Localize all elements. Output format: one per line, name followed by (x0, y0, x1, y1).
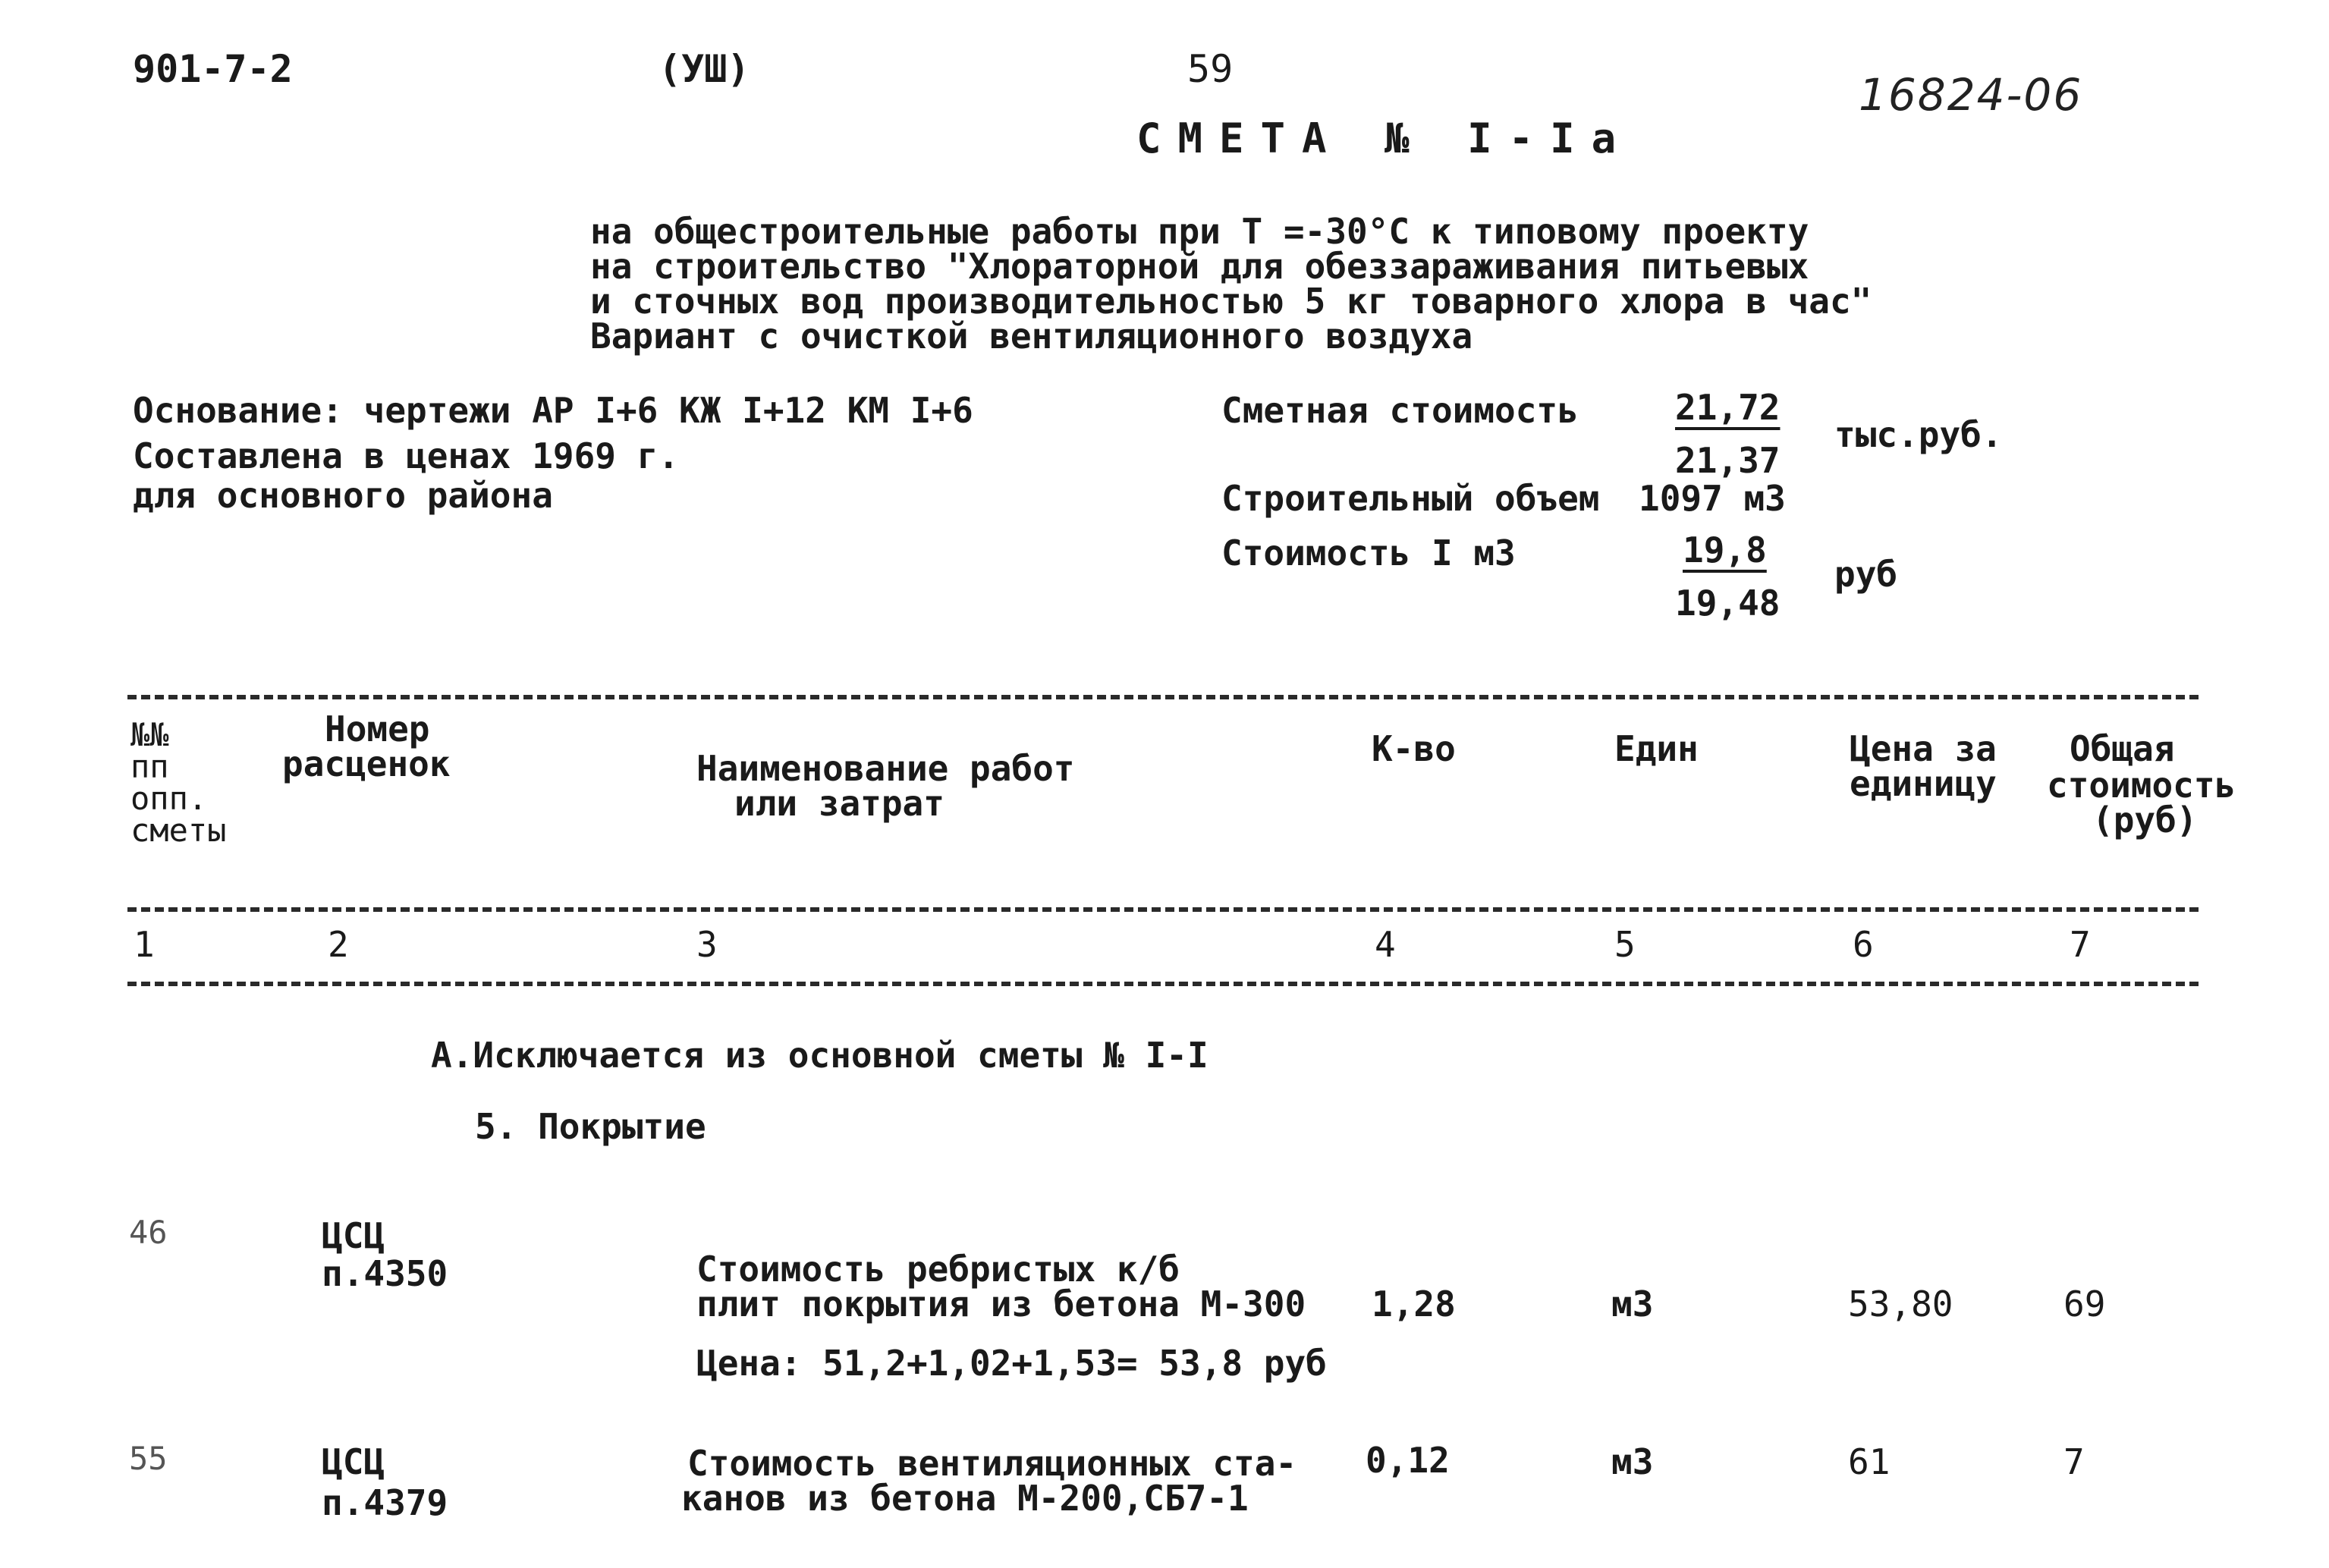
unit-cost-unit: руб (1834, 554, 1898, 595)
page-number: 59 (1187, 47, 1234, 91)
col-header-1-line: №№ (130, 716, 169, 753)
column-number: 4 (1375, 924, 1396, 965)
table-top-rule (127, 695, 2199, 699)
col-header-6-line: Цена за (1850, 728, 1997, 769)
row-description-line: Стоимость ребристых к/б (696, 1249, 1180, 1290)
handwritten-number: 16824-06 (1859, 69, 2083, 121)
subtitle-line: и сточных вод производительностью 5 кг товарного хлора в час" (590, 281, 1872, 322)
col-header-2-line: расценок (282, 743, 451, 784)
document-title: СМЕТА № I-Ia (1136, 115, 1633, 162)
row-description-line: Стоимость вентиляционных ста- (687, 1443, 1297, 1484)
col-header-3-line: Наименование работ (696, 748, 1075, 789)
col-header-7-line: (руб) (2092, 800, 2198, 841)
row-quantity: 1,28 (1372, 1284, 1456, 1324)
row-description-line: канов из бетона М-200,СБ7-1 (681, 1478, 1249, 1519)
price-code-item: п.4379 (322, 1482, 448, 1523)
col-header-2-line: Номер (325, 709, 430, 749)
col-header-7-line: Общая (2070, 728, 2175, 769)
row-unit-price: 53,80 (1848, 1284, 1953, 1324)
subtitle-line: на общестроительные работы при Т =-30°С к типовому проекту (590, 211, 1809, 252)
unit-cost-value-bottom: 19,48 (1675, 583, 1781, 624)
column-number: 2 (328, 924, 349, 965)
document-code: 901-7-2 (133, 47, 293, 91)
basis-drawings: Основание: чертежи АР I+6 КЖ I+12 КМ I+6 (133, 390, 973, 431)
column-number: 6 (1853, 924, 1874, 965)
section-a-heading: А.Исключается из основной сметы № I-I (431, 1035, 1209, 1076)
row-description-line: плит покрытия из бетона М-300 (696, 1284, 1306, 1324)
col-header-6-line: единицу (1850, 763, 1997, 804)
estimated-cost-value-top: 21,72 (1675, 387, 1781, 428)
price-code-item: п.4350 (322, 1253, 448, 1294)
row-number: 55 (129, 1440, 168, 1477)
price-code-source: ЦСЦ (322, 1441, 385, 1482)
table-header-rule (127, 907, 2199, 912)
col-header-4: К-во (1372, 728, 1456, 769)
unit-cost-value-top: 19,8 (1683, 529, 1767, 570)
col-header-1-line: пп (130, 748, 169, 785)
row-price-note: Цена: 51,2+1,02+1,53= 53,8 руб (696, 1343, 1327, 1384)
subtitle-line: на строительство "Хлораторной для обеззараживания питьевых (590, 246, 1809, 287)
column-number: 7 (2070, 924, 2091, 965)
volume-marker: (УШ) (658, 47, 750, 91)
basis-region: для основного района (133, 475, 553, 516)
price-code-source: ЦСЦ (322, 1215, 385, 1256)
building-volume-label: Строительный объем (1221, 478, 1600, 519)
column-numbers-rule (127, 982, 2199, 986)
col-header-1-line: опп. (130, 780, 208, 817)
column-number: 1 (134, 924, 155, 965)
estimated-cost-label: Сметная стоимость (1221, 390, 1579, 431)
building-volume-value: 1097 м3 (1639, 478, 1786, 519)
column-number: 5 (1614, 924, 1636, 965)
col-header-7-line: стоимость (2047, 765, 2236, 806)
basis-prices: Составлена в ценах 1969 г. (133, 435, 680, 476)
section-5-heading: 5. Покрытие (475, 1106, 706, 1147)
subtitle-line: Вариант с очисткой вентиляционного воздуха (590, 316, 1473, 357)
estimated-cost-value-bottom: 21,37 (1675, 440, 1781, 481)
row-unit-price: 61 (1848, 1441, 1891, 1482)
row-unit: м3 (1611, 1441, 1654, 1482)
col-header-1-line: сметы (130, 812, 227, 849)
row-number: 46 (129, 1214, 168, 1251)
row-total: 7 (2063, 1441, 2085, 1482)
row-quantity: 0,12 (1366, 1440, 1450, 1481)
estimated-cost-unit: тыс.руб. (1834, 414, 2003, 455)
column-number: 3 (696, 924, 718, 965)
col-header-3-line: или затрат (734, 783, 944, 824)
row-total: 69 (2063, 1284, 2106, 1324)
col-header-5: Един (1614, 728, 1699, 769)
row-unit: м3 (1611, 1284, 1654, 1324)
unit-cost-label: Стоимость I м3 (1221, 533, 1516, 573)
